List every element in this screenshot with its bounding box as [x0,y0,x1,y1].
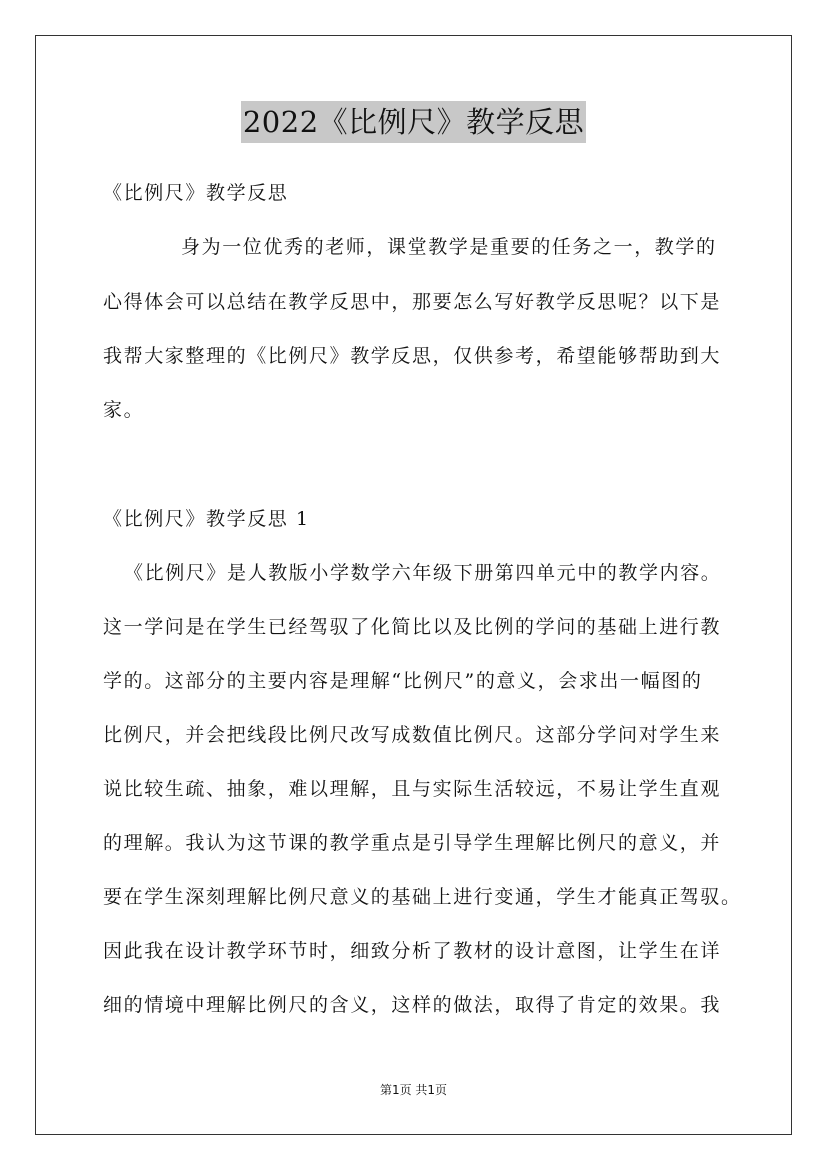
section1-line: 这一学问是在学生已经驾驭了化简比以及比例的学问的基础上进行教 [103,616,722,638]
section1-line: 说比较生疏、抽象，难以理解，且与实际生活较远，不易让学生直观 [103,778,722,800]
section1-line: 的理解。我认为这节课的教学重点是引导学生理解比例尺的意义，并 [103,832,722,854]
section1-line: 要在学生深刻理解比例尺意义的基础上进行变通，学生才能真正驾驭。 [103,886,742,908]
page-number: 第1页 共1页 [379,1083,448,1097]
section1-line: 比例尺，并会把线段比例尺改写成数值比例尺。这部分学问对学生来 [103,724,722,746]
intro-line: 身为一位优秀的老师，课堂教学是重要的任务之一，教学的 [181,236,717,258]
subheading: 《比例尺》教学反思 [103,182,289,204]
intro-line: 家。 [103,399,145,421]
document-title: 2022《比例尺》教学反思 [241,101,586,143]
section1-line: 学的。这部分的主要内容是理解“比例尺”的意义，会求出一幅图的 [103,670,703,692]
intro-line: 我帮大家整理的《比例尺》教学反思，仅供参考，希望能够帮助到大 [103,345,722,367]
title-container [0,101,827,143]
section1-line: 因此我在设计教学环节时，细致分析了教材的设计意图，让学生在详 [103,940,722,962]
intro-line: 心得体会可以总结在教学反思中，那要怎么写好教学反思呢？以下是 [103,291,722,313]
section1-heading: 《比例尺》教学反思 1 [103,508,310,530]
section1-line: 细的情境中理解比例尺的含义，这样的做法，取得了肯定的效果。我 [103,994,722,1016]
section1-line: 《比例尺》是人教版小学数学六年级下册第四单元中的教学内容。 [124,562,722,584]
